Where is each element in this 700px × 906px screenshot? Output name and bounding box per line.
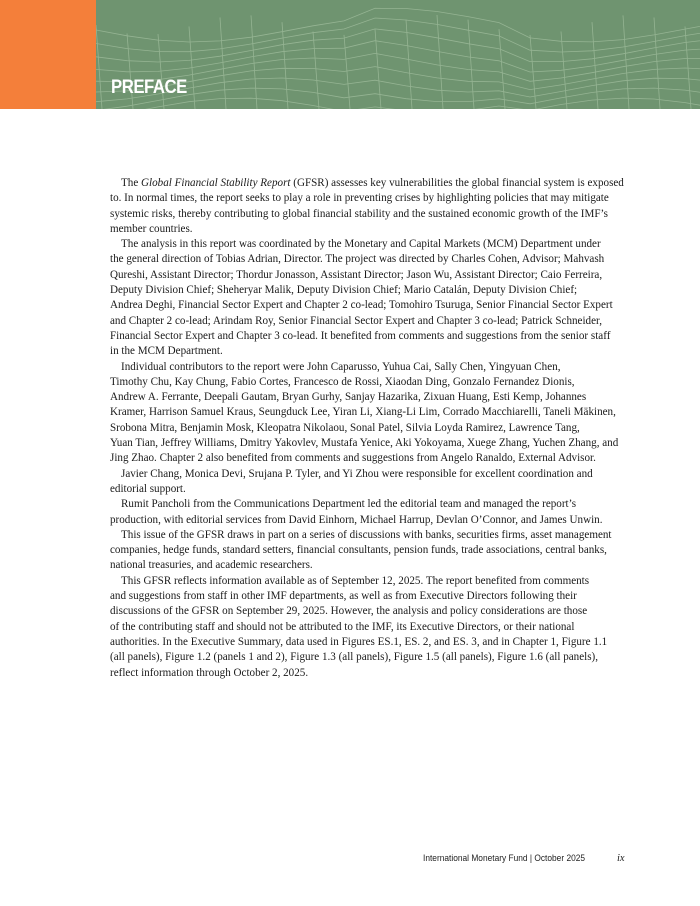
text-line: (all panels), Figure 1.2 (panels 1 and 2), Figure 1.3 (all panels), Figure 1.5 (all panels), Figure 1.6 (all panels), [110,651,599,664]
text-line: Jing Zhao. Chapter 2 also benefited from comments and suggestions from Angelo Ranaldo, External Advisor. [110,452,596,465]
text-line: systemic risks, thereby contributing to global financial stability and the sustained economic growth of the IMF’s [110,207,608,220]
text-span: The [121,177,142,189]
paragraph [110,360,630,467]
orange-accent-block [0,0,96,109]
text-line: Srobona Mitra, Benjamin Mosk, Kleopatra Nikolaou, Sonal Patel, Silvia Loyda Ramirez, Lawrence Tang, [110,421,580,434]
page-number: ix [617,853,625,864]
text-line: Yuan Tian, Jeffrey Williams, Dmitry Yakovlev, Mustafa Yenice, Aki Yokoyama, Xuege Zhang, Yuchen Zhang, and [110,437,619,450]
paragraph [110,574,630,681]
text-line: Javier Chang, Monica Devi, Srujana P. Tyler, and Yi Zhou were responsible for excellent coordination and [121,467,593,480]
text-line: Timothy Chu, Kay Chung, Fabio Cortes, Francesco de Rossi, Xiaodan Ding, Gonzalo Fernandez Dionis, [110,375,575,388]
text-line: and Chapter 2 co-lead; Arindam Roy, Senior Financial Sector Expert and Chapter 3 co-lead; Patrick Schneider, [110,314,603,327]
text-line: reflect information through October 2, 2025. [110,666,309,679]
paragraph [110,497,630,528]
page-title: PREFACE [111,77,187,98]
text-line: Qureshi, Assistant Director; Thordur Jonasson, Assistant Director; Jason Wu, Assistant Director; Caio Ferreira, [110,268,603,281]
report-title-italic: Global Financial Stability Report [141,177,291,189]
chapter-header-banner [0,0,700,109]
text-line: This issue of the GFSR draws in part on a series of discussions with banks, securities firms, asset management [121,528,612,541]
text-line: of the contributing staff and should not be attributed to the IMF, its Executive Directors, or their national [110,620,575,633]
text-line: Individual contributors to the report were John Caparusso, Yuhua Cai, Sally Chen, Yingyuan Chen, [121,360,561,373]
text-line: This GFSR reflects information available as of September 12, 2025. The report benefited from comments [121,574,590,587]
text-line: Rumit Pancholi from the Communications Department led the editorial team and managed the report’s [121,498,577,511]
text-line: national treasuries, and academic researchers. [110,559,313,572]
text-line: Andrea Deghi, Financial Sector Expert and Chapter 2 co-lead; Tomohiro Tsuruga, Senior Financial Sector Expert [110,299,613,312]
text-line [110,176,630,191]
text-line: member countries. [110,222,193,235]
text-line: Financial Sector Expert and Chapter 3 co-lead. It benefited from comments and suggestions from the senior staff [110,329,611,342]
text-line: the general direction of Tobias Adrian, Director. The project was directed by Charles Cohen, Advisor; Mahvash [110,253,605,266]
text-line: companies, hedge funds, standard setters, financial consultants, pension funds, trade associations, central banks, [110,544,607,557]
text-line: Kramer, Harrison Samuel Kraus, Seungduck Lee, Yiran Li, Xiang-Li Lim, Corrado Macchiarelli, Taneli Mäkinen, [110,406,616,419]
paragraph [110,237,630,359]
text-line: editorial support. [110,482,186,495]
text-line: Andrew A. Ferrante, Deepali Gautam, Bryan Gurhy, Sanjay Hazarika, Zixuan Huang, Esti Kemp, Johannes [110,391,587,404]
text-line: in the MCM Department. [110,345,223,358]
preface-body [110,176,630,681]
paragraph [110,467,630,498]
text-line: to. In normal times, the report seeks to play a role in preventing crises by highlighting policies that may mitigate [110,192,609,205]
paragraph [110,528,630,574]
text-line: authorities. In the Executive Summary, data used in Figures ES.1, ES. 2, and ES. 3, and in Chapter 1, Figure 1.1 [110,635,608,648]
text-line: production, with editorial services from David Einhorn, Michael Harrup, Devlan O’Connor, and James Unwin. [110,513,603,526]
text-line: and suggestions from staff in other IMF departments, as well as from Executive Directors following their [110,590,577,603]
text-line: Deputy Division Chief; Sheheryar Malik, Deputy Division Chief; Mario Catalán, Deputy Division Chief; [110,284,578,297]
text-span: (GFSR) assesses key vulnerabilities the global financial system is exposed [290,177,624,189]
text-line: discussions of the GFSR on September 29, 2025. However, the analysis and policy considerations are those [110,605,588,618]
footer-publication: International Monetary Fund | October 2025 [423,853,586,864]
paragraph [110,176,630,237]
text-line: The analysis in this report was coordinated by the Monetary and Capital Markets (MCM) Department under [121,238,601,251]
